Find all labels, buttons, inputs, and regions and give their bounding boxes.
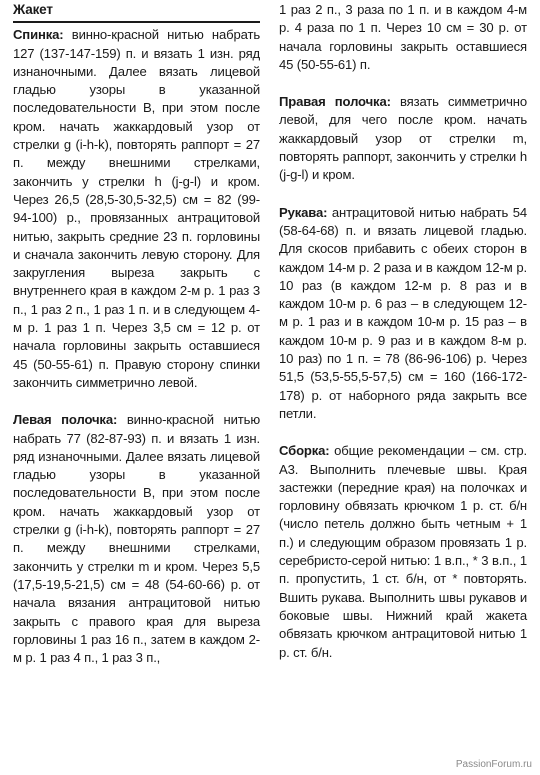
back-heading: Спинка: (13, 27, 64, 43)
section-title: Жакет (13, 2, 53, 17)
sleeves-paragraph (279, 204, 527, 424)
assembly-text: общие рекомендации – см. стр. А3. Выполнить плечевые швы. Края застежки (передние края) на полочках и горловину обвязать крючком 1 р. ст. б/н (число петель должно быть четным + 1 п.) и следующим образом провязать 1 р. серебристо-серой нитью: 1 в.п., * 3 в.п., 1 п. пропустить, 1 ст. б/н, от * повторять. Вшить рукава. Выполнить швы рукавов и боковые швы. Нижний край жакета обвязать крючком антрацитовой нитью 1 р. ст. б/н. (279, 443, 527, 660)
right-front-paragraph (279, 93, 527, 184)
right-front-heading: Правая полочка: (279, 94, 391, 110)
left-front-continued-text: 1 раз 2 п., 3 раза по 1 п. и в каждом 4-м р. 4 раза по 1 п. Через 10 см = 30 р. от начала горловины закрыть оставшиеся 45 (50-55-61) п. (279, 2, 527, 72)
back-text: винно-красной нитью набрать 127 (137-147-159) п. и вязать 1 изн. ряд изнаночными. Далее вязать лицевой гладью узоры в указанной последовательности В, при этом после кром. начать жаккардовый узор от стрелки g (i-h-k), повторять раппорт = 27 п. между внешними стрелками, закончить у стрелки h (j-g-l) и кром. Через 26,5 (28,5-30,5-32,5) см = 82 (99-94-100) р., провязанных антрацитовой нитью, закрыть средние 23 п. горловины и сначала закончить левую сторону. Для закругления выреза закрыть с внутреннего края в каждом 2-м р. 1 раз 3 п., 1 раз 2 п., 1 раз 1 п. и в следующем 4-м р. 1 раз 1 п. Через 3,5 см = 12 р. от начала горловины закрыть оставшиеся 45 (50-55-61) п. Правую сторону спинки закончить симметрично левой. (13, 27, 260, 390)
left-front-continued-paragraph (279, 1, 527, 74)
left-column (13, 1, 260, 667)
left-front-heading: Левая полочка: (13, 412, 118, 428)
assembly-paragraph (279, 442, 527, 662)
left-front-text: винно-красной нитью набрать 77 (82-87-93) п. и вязать 1 изн. ряд изнаночными. Далее вязать лицевой гладью узоры в указанной последовательности В, при этом после кром. начать жаккардовый узор от стрелки g (i-h-k), повторять раппорт = 27 п. между внешними стрелками, закончить у стрелки m и кром. Через 5,5 (17,5-19,5-21,5) см = 48 (54-60-66) р. от начала вязания антрацитовой нитью закрыть с правого края для выреза горловины 1 раз 16 п., затем в каждом 2-м р. 1 раз 4 п., 1 раз 3 п., (13, 412, 260, 666)
back-paragraph (13, 26, 260, 392)
right-front-text: вязать симметрично левой, для чего после кром. начать жаккардовый узор от стрелки m, повторять раппорт, закончить у стрелки h (j-g-l) и кром. (279, 94, 527, 183)
sleeves-heading: Рукава: (279, 204, 328, 220)
sleeves-text: антрацитовой нитью набрать 54 (58-64-68) п. и вязать лицевой гладью. Для скосов прибавить с обеих сторон в каждом 14-м р. 2 раза и в каждом 12-м р. 10 раз (в каждом 12-м р. 8 раз и в каждом 10-м р. 6 раз – в следующем 12-м р. 1 раз и в каждом 10-м р. 15 раз – в каждом 10-м р. 9 раз и в каждом 8-м р. 10 раз) по 1 п. = 78 (86-96-106) р. Через 51,5 (53,5-55,5-57,5) см = 160 (166-172-178) р. от наборного ряда закрыть все петли. (279, 204, 527, 421)
left-front-paragraph (13, 411, 260, 667)
assembly-heading: Сборка: (279, 443, 330, 459)
title-underline (13, 21, 260, 23)
site-watermark: PassionForum.ru (455, 759, 532, 770)
right-column (279, 1, 527, 662)
